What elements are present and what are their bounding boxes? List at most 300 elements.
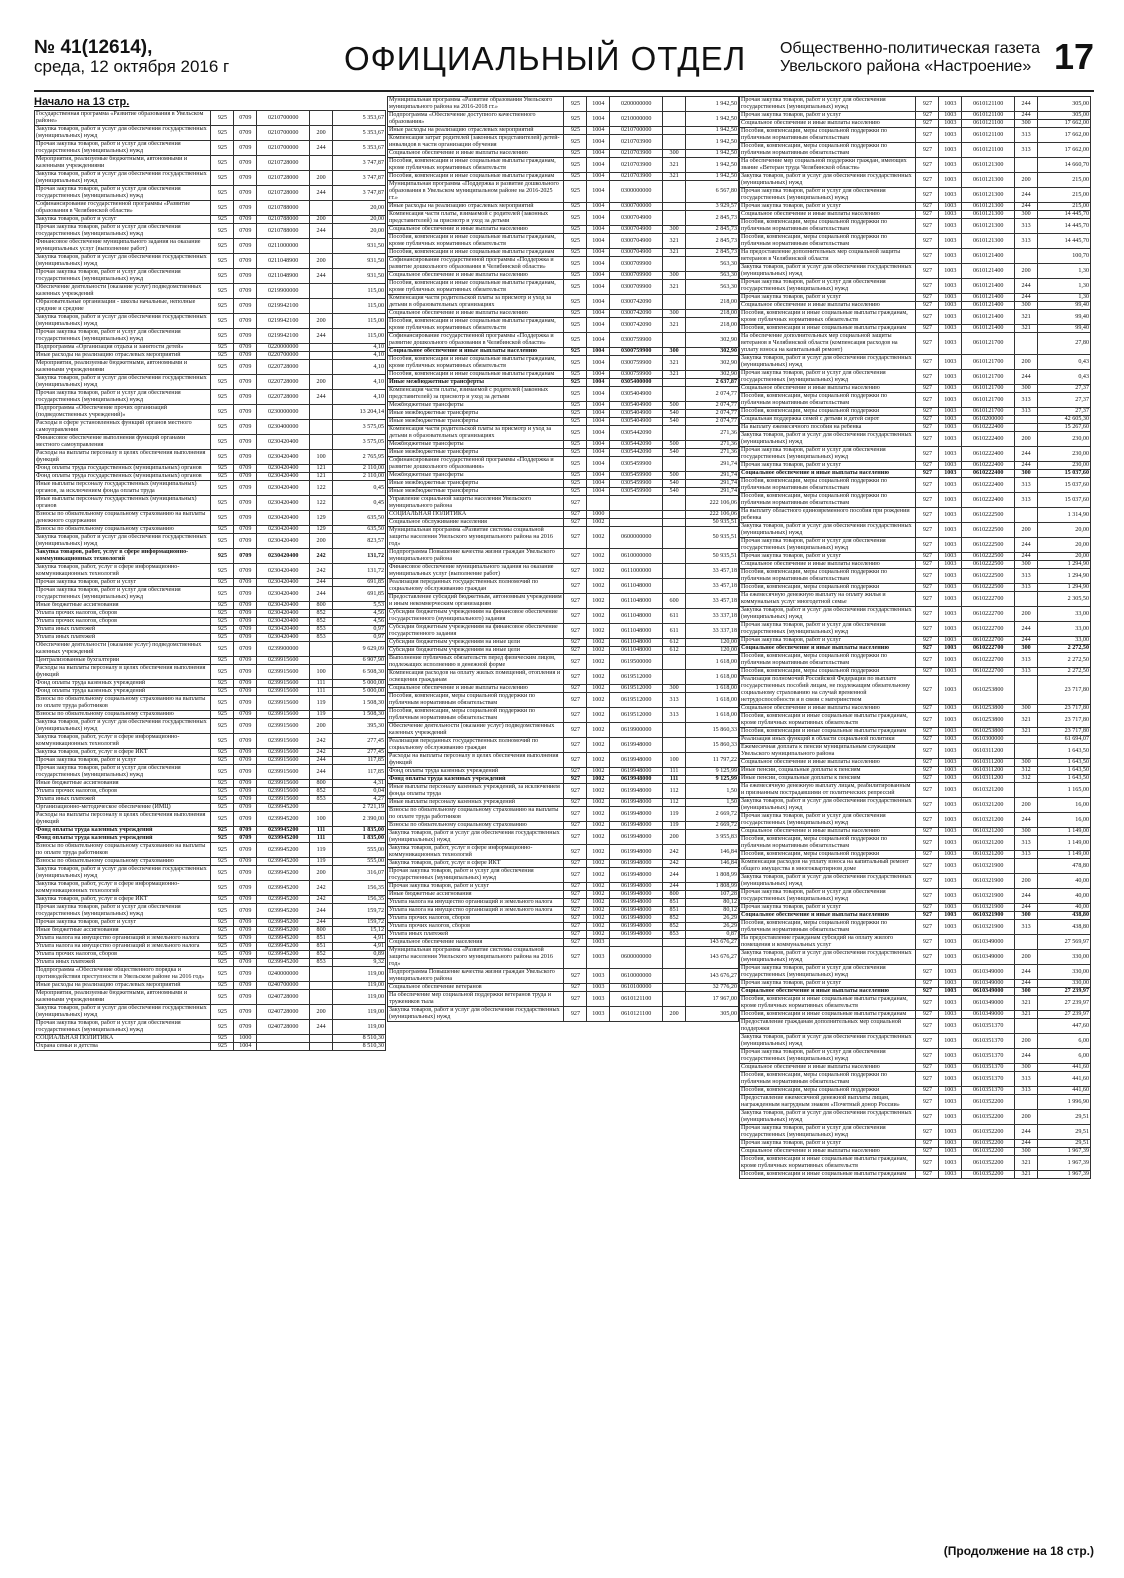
row-ved-code: 925 [211, 1043, 234, 1051]
row-name: Иные межбюджетные трансферты [388, 410, 564, 418]
row-target-code: 0619948000 [610, 845, 663, 860]
row-section-code: 1002 [587, 907, 610, 915]
row-amount: 563,30 [686, 272, 739, 280]
row-section-code: 1003 [939, 188, 962, 203]
table-row [388, 379, 739, 387]
row-expense-type [310, 420, 333, 435]
row-ved-code: 925 [211, 982, 234, 990]
row-target-code: 0610349000 [962, 1011, 1015, 1019]
row-expense-type [663, 295, 686, 310]
row-expense-type [663, 97, 686, 112]
row-amount: 29,51 [1038, 1125, 1091, 1140]
row-section-code: 1003 [939, 112, 962, 120]
row-section-code: 1003 [939, 836, 962, 851]
row-expense-type: 313 [1015, 478, 1038, 493]
row-name: Софинансирование государственной программы «Поддержка и развитие дошкольного образования в Челябинской области» [388, 333, 564, 348]
row-target-code: 0610351370 [962, 1049, 1015, 1064]
row-expense-type: 300 [1015, 988, 1038, 996]
row-section-code: 0709 [234, 352, 257, 360]
row-target-code: 0239945200 [257, 835, 310, 843]
row-target-code: 0240728000 [257, 1020, 310, 1035]
row-ved-code: 927 [916, 1087, 939, 1095]
row-ved-code: 927 [916, 744, 939, 759]
row-target-code: 0610222700 [962, 592, 1015, 607]
row-ved-code: 927 [916, 279, 939, 294]
row-section-code: 1003 [939, 408, 962, 416]
row-expense-type: 112 [663, 784, 686, 799]
row-expense-type: 321 [663, 249, 686, 257]
row-section-code: 1004 [587, 310, 610, 318]
table-row [740, 980, 1091, 988]
row-name: Пособия, компенсации, меры социальной поддержки по публичным нормативным обязательствам [740, 1072, 916, 1087]
row-target-code: 0239915600 [257, 788, 310, 796]
row-target-code: 0210703900 [610, 173, 663, 181]
row-name: Прочая закупка товаров, работ и услуг для обеспечения государственных (муниципальных) нужд [35, 329, 211, 344]
table-row [740, 408, 1091, 416]
row-section-code: 1003 [939, 767, 962, 775]
row-name: Закупка товаров, работ и услуг для обеспечения государственных (муниципальных) нужд [388, 830, 564, 845]
row-section-code: 0709 [234, 465, 257, 473]
row-section-code: 1003 [939, 813, 962, 828]
row-expense-type: 200 [310, 866, 333, 881]
table-row [35, 299, 386, 314]
row-expense-type: 200 [1015, 432, 1038, 447]
row-name: Пособия, компенсации, меры социальной поддержки по публичным нормативным обязательствам [740, 569, 916, 584]
row-amount: 1 942,50 [686, 127, 739, 135]
row-ved-code: 927 [916, 1125, 939, 1140]
table-row [35, 564, 386, 579]
row-section-code: 1003 [939, 158, 962, 173]
row-expense-type [1015, 333, 1038, 355]
row-ved-code: 925 [211, 719, 234, 734]
table-row [35, 126, 386, 141]
row-expense-type: 244 [310, 329, 333, 344]
table-row [740, 645, 1091, 653]
row-expense-type [310, 1035, 333, 1043]
table-row [388, 807, 739, 822]
row-target-code: 0210700000 [257, 126, 310, 141]
row-expense-type: 500 [663, 441, 686, 449]
row-name: Пособия, компенсации, меры социальной поддержки по публичным нормативным обязательствам [740, 478, 916, 493]
row-name: Социальное обеспечение и иные выплаты населению [740, 759, 916, 767]
row-section-code: 1003 [587, 947, 610, 969]
row-ved-code: 927 [916, 370, 939, 385]
row-section-code: 0709 [234, 634, 257, 642]
table-row [740, 668, 1091, 676]
row-name: Социальное обеспечение и иные выплаты населению [740, 912, 916, 920]
row-name: Фонд оплаты труда казенных учреждений [388, 776, 564, 784]
row-target-code: 0239915600 [257, 734, 310, 749]
row-amount: 33,00 [1038, 622, 1091, 637]
row-target-code: 0619948000 [610, 784, 663, 799]
row-ved-code: 925 [211, 812, 234, 827]
section-title: ОФИЦИАЛЬНЫЙ ОТДЕЛ [344, 40, 747, 77]
row-section-code: 1002 [587, 822, 610, 830]
row-ved-code: 927 [564, 845, 587, 860]
table-row [35, 420, 386, 435]
row-ved-code: 927 [916, 904, 939, 912]
row-target-code: 0610300000 [962, 736, 1015, 744]
row-amount: 4,91 [333, 943, 386, 951]
row-expense-type: 852 [310, 951, 333, 959]
row-target-code: 0300709900 [610, 257, 663, 272]
row-ved-code: 927 [564, 969, 587, 984]
row-ved-code: 925 [211, 186, 234, 201]
row-expense-type [310, 156, 333, 171]
row-target-code: 0230420400 [257, 618, 310, 626]
row-name: Пособия, компенсации и иные социальные выплаты гражданам [740, 1011, 916, 1019]
row-amount: 1 808,99 [686, 868, 739, 883]
row-section-code: 1003 [939, 904, 962, 912]
row-target-code: 0210728000 [257, 156, 310, 171]
table-row [35, 1035, 386, 1043]
row-ved-code: 925 [211, 935, 234, 943]
row-ved-code: 925 [211, 375, 234, 390]
row-expense-type: 129 [310, 511, 333, 526]
row-name: Закупка товаров, работ и услуг для обеспечения государственных (муниципальных) нужд [740, 432, 916, 447]
table-row [388, 280, 739, 295]
row-expense-type: 200 [310, 216, 333, 224]
table-row [35, 757, 386, 765]
row-target-code: 0210700000 [610, 127, 663, 135]
row-amount: 1 835,00 [333, 827, 386, 835]
row-target-code: 0305404900 [610, 418, 663, 426]
row-expense-type: 852 [663, 915, 686, 923]
row-ved-code: 925 [211, 254, 234, 269]
table-row [35, 881, 386, 896]
row-ved-code: 927 [564, 939, 587, 947]
row-section-code: 1003 [939, 432, 962, 447]
row-target-code: 0210000000 [610, 112, 663, 127]
row-target-code: 0210728000 [257, 186, 310, 201]
row-expense-type: 313 [1015, 569, 1038, 584]
row-ved-code: 927 [564, 594, 587, 609]
row-amount: 230,00 [1038, 432, 1091, 447]
row-name: Пособия, компенсации, меры социальной поддержки [740, 584, 916, 592]
row-amount: 20,00 [1038, 538, 1091, 553]
row-name: Прочая закупка товаров, работ и услуг для обеспечения государственных (муниципальных) нужд [388, 868, 564, 883]
row-amount: 6 907,90 [333, 657, 386, 665]
table-row [740, 294, 1091, 302]
row-ved-code: 925 [211, 749, 234, 757]
row-expense-type: 200 [310, 534, 333, 549]
row-name: Расходы на выплаты персоналу в целях обеспечения выполнения функций [388, 753, 564, 768]
row-name: Прочая закупка товаров, работ и услуг для обеспечения государственных (муниципальных) нужд [740, 889, 916, 904]
row-ved-code: 927 [916, 97, 939, 112]
table-row [35, 254, 386, 269]
row-ved-code: 925 [564, 203, 587, 211]
row-target-code: 0610222400 [962, 478, 1015, 493]
table-row [740, 813, 1091, 828]
row-expense-type [310, 642, 333, 657]
row-amount: 1 618,00 [686, 693, 739, 708]
row-amount: 115,00 [333, 314, 386, 329]
row-target-code: 0239915600 [257, 780, 310, 788]
row-target-code: 0239915600 [257, 680, 310, 688]
row-amount: 33 457,18 [686, 579, 739, 594]
row-ved-code: 925 [211, 951, 234, 959]
row-expense-type [1015, 508, 1038, 523]
row-ved-code: 927 [564, 992, 587, 1007]
row-target-code: 0240700000 [257, 982, 310, 990]
row-section-code: 1003 [587, 984, 610, 992]
table-row [388, 923, 739, 931]
row-amount: 2 074,77 [686, 418, 739, 426]
row-section-code: 0709 [234, 788, 257, 796]
row-name: Уплата налога на имущество организаций и земельного налога [388, 899, 564, 907]
row-section-code: 0709 [234, 579, 257, 587]
row-ved-code: 927 [564, 984, 587, 992]
row-ved-code: 927 [916, 798, 939, 813]
row-expense-type [310, 284, 333, 299]
table-row [388, 907, 739, 915]
row-ved-code: 927 [916, 1049, 939, 1064]
row-name: Уплата налога на имущество организаций и земельного налога [388, 907, 564, 915]
row-target-code: 0305404900 [610, 410, 663, 418]
row-name: Реализация переданных государственных полномочий по социальному обслуживанию граждан [388, 738, 564, 753]
row-name: Иные пенсии, социальные доплаты к пенсиям [740, 775, 916, 783]
row-amount: 29,51 [1038, 1110, 1091, 1125]
row-amount: 23 717,80 [1038, 728, 1091, 736]
row-ved-code: 927 [916, 561, 939, 569]
row-expense-type: 800 [310, 780, 333, 788]
row-name: Пособия, компенсации, меры социальной поддержки [740, 668, 916, 676]
table-row [740, 561, 1091, 569]
row-amount: 555,00 [333, 843, 386, 858]
row-amount: 2 390,00 [333, 812, 386, 827]
row-amount: 27,37 [1038, 393, 1091, 408]
row-expense-type: 321 [1015, 713, 1038, 728]
row-expense-type: 119 [310, 843, 333, 858]
table-row [388, 472, 739, 480]
row-ved-code: 927 [564, 915, 587, 923]
row-ved-code: 925 [211, 405, 234, 420]
row-expense-type: 321 [663, 234, 686, 249]
row-expense-type [663, 257, 686, 272]
table-row [740, 158, 1091, 173]
row-expense-type: 244 [663, 883, 686, 891]
table-row [388, 203, 739, 211]
row-amount: 9 125,99 [686, 776, 739, 784]
row-target-code: 0305442090 [610, 449, 663, 457]
row-expense-type: 853 [310, 796, 333, 804]
table-row [35, 927, 386, 935]
table-row [388, 670, 739, 685]
row-target-code: 0610351370 [962, 1064, 1015, 1072]
row-target-code: 0619512000 [610, 693, 663, 708]
row-amount: 26,29 [686, 923, 739, 931]
row-expense-type [1015, 158, 1038, 173]
row-expense-type [663, 379, 686, 387]
row-expense-type: 200 [1015, 874, 1038, 889]
row-target-code: 0610321200 [962, 851, 1015, 859]
row-expense-type: 852 [310, 610, 333, 618]
row-target-code: 0239915600 [257, 719, 310, 734]
row-target-code: 0619948000 [610, 868, 663, 883]
row-amount: 438,80 [1038, 920, 1091, 935]
table-row [35, 843, 386, 858]
row-ved-code: 927 [916, 203, 939, 211]
row-section-code: 1003 [587, 992, 610, 1007]
row-name: Подпрограмма «Организация отдыха и занятости детей» [35, 344, 211, 352]
row-section-code: 1003 [939, 980, 962, 988]
row-target-code: 0610352200 [962, 1095, 1015, 1110]
row-expense-type: 200 [310, 375, 333, 390]
row-section-code: 0709 [234, 284, 257, 299]
row-section-code: 1003 [939, 713, 962, 728]
row-section-code: 1002 [587, 784, 610, 799]
row-amount: 3 747,87 [333, 171, 386, 186]
row-name: Закупка товаров, работ и услуг для обеспечения государственных (муниципальных) нужд [740, 523, 916, 538]
table-row [388, 564, 739, 579]
row-target-code: 0611048000 [610, 594, 663, 609]
row-expense-type [663, 992, 686, 1007]
row-expense-type: 242 [310, 749, 333, 757]
row-ved-code: 925 [211, 866, 234, 881]
row-amount: 119,00 [333, 990, 386, 1005]
row-name: Муниципальная программа «Развитие системы социальной защиты населения Увельского муниципального района на 2016 год» [388, 527, 564, 549]
row-name: На обеспечение мер социальной поддержки ветеранов труда и тружеников тыла [388, 992, 564, 1007]
row-amount: 50 935,51 [686, 519, 739, 527]
row-name: СОЦИАЛЬНАЯ ПОЛИТИКА [35, 1035, 211, 1043]
row-expense-type: 111 [663, 776, 686, 784]
row-section-code: 1003 [939, 538, 962, 553]
row-target-code: 0600000000 [610, 527, 663, 549]
row-section-code: 1003 [939, 97, 962, 112]
row-section-code: 1004 [587, 457, 610, 472]
row-section-code: 0709 [234, 990, 257, 1005]
table-row [388, 127, 739, 135]
row-name: Предоставление ежемесячной денежной выплаты лицам, награжденным нагрудным знаком «Почетный донор России» [740, 1095, 916, 1110]
row-amount: 2 074,77 [686, 410, 739, 418]
row-target-code: 0619948000 [610, 860, 663, 868]
row-amount: 156,35 [333, 896, 386, 904]
row-amount: 119,00 [333, 1005, 386, 1020]
row-name: Пособия, компенсации и иные социальные выплаты гражданам, кроме публичных нормативных обязательств [740, 1156, 916, 1171]
row-target-code: 0210703900 [610, 158, 663, 173]
row-section-code: 1002 [587, 708, 610, 723]
row-name: Расходы на выплаты персоналу в целях обеспечения выполнения функций [35, 665, 211, 680]
row-section-code: 1003 [939, 676, 962, 705]
row-section-code: 1004 [587, 418, 610, 426]
row-amount: 1 942,50 [686, 97, 739, 112]
row-target-code: 0220728000 [257, 390, 310, 405]
table-row [388, 318, 739, 333]
row-ved-code: 927 [916, 1110, 939, 1125]
table-row [388, 647, 739, 655]
row-expense-type: 612 [663, 647, 686, 655]
row-amount: 26,29 [686, 915, 739, 923]
row-section-code: 1003 [939, 333, 962, 355]
row-amount: 14 660,70 [1038, 158, 1091, 173]
row-section-code: 1004 [587, 257, 610, 272]
row-target-code: 0610349000 [962, 980, 1015, 988]
table-row [740, 798, 1091, 813]
row-ved-code: 927 [564, 947, 587, 969]
row-name: Расходы на выплаты персоналу в целях обеспечения выполнения функций [35, 812, 211, 827]
row-section-code: 1003 [939, 553, 962, 561]
row-section-code: 1003 [939, 355, 962, 370]
row-expense-type [310, 982, 333, 990]
row-amount: 271,36 [686, 441, 739, 449]
row-target-code: 0300759900 [610, 371, 663, 379]
row-target-code: 0610222400 [962, 424, 1015, 432]
row-target-code: 0610253800 [962, 676, 1015, 705]
row-section-code: 1003 [939, 736, 962, 744]
row-section-code: 0709 [234, 665, 257, 680]
row-amount: 218,00 [686, 295, 739, 310]
table-row [35, 1005, 386, 1020]
row-amount: 302,90 [686, 371, 739, 379]
row-expense-type: 200 [1015, 1110, 1038, 1125]
row-name: Социальное обеспечение и иные выплаты населению [740, 1148, 916, 1156]
row-expense-type: 242 [310, 881, 333, 896]
table-row [388, 356, 739, 371]
row-ved-code: 927 [916, 653, 939, 668]
row-ved-code: 925 [211, 602, 234, 610]
table-row [740, 112, 1091, 120]
row-section-code: 0709 [234, 602, 257, 610]
row-name: Финансовое обеспечение муниципального задания на оказание муниципальных услуг (выполнение работ) [35, 239, 211, 254]
row-expense-type: 200 [1015, 950, 1038, 965]
table-row [388, 784, 739, 799]
row-name: Закупка товаров, работ и услуг для обеспечения государственных (муниципальных) нужд [740, 1110, 916, 1125]
row-section-code: 0709 [234, 156, 257, 171]
row-target-code: 0210703900 [610, 135, 663, 150]
row-expense-type: 100 [310, 450, 333, 465]
row-name: Взносы по обязательному социальному страхованию [388, 822, 564, 830]
row-name: Прочая закупка товаров, работ и услуг [740, 203, 916, 211]
row-amount: 4,10 [333, 352, 386, 360]
row-target-code: 0230420400 [257, 549, 310, 564]
row-target-code: 0230420400 [257, 526, 310, 534]
row-expense-type: 200 [310, 314, 333, 329]
row-section-code: 0709 [234, 450, 257, 465]
row-amount: 33,00 [1038, 607, 1091, 622]
row-ved-code: 925 [564, 402, 587, 410]
row-amount: 143 676,27 [686, 947, 739, 969]
row-amount: 305,00 [1038, 112, 1091, 120]
table-row [35, 344, 386, 352]
row-amount: 4,31 [333, 780, 386, 788]
table-row [740, 1011, 1091, 1019]
row-name: Прочая закупка товаров, работ и услуг для обеспечения государственных (муниципальных) нужд [35, 587, 211, 602]
row-expense-type: 300 [1015, 645, 1038, 653]
row-name: Пособия, компенсации, меры социальной поддержки [740, 851, 916, 859]
row-amount: 20,00 [1038, 523, 1091, 538]
row-ved-code: 927 [916, 264, 939, 279]
row-target-code: 0210788000 [257, 216, 310, 224]
row-expense-type: 200 [310, 254, 333, 269]
row-expense-type: 852 [663, 923, 686, 931]
row-name: Муниципальная программа «Развитие системы социальной защиты населения Увельского муниципального района на 2016 год» [388, 947, 564, 969]
row-ved-code: 927 [564, 647, 587, 655]
row-amount: 2 845,73 [686, 234, 739, 249]
row-section-code: 1003 [939, 219, 962, 234]
row-expense-type [663, 496, 686, 511]
row-amount: 33 337,18 [686, 609, 739, 624]
row-name: Софинансирование государственной программы «Развитие образования в Челябинской области» [35, 201, 211, 216]
row-section-code: 1004 [587, 410, 610, 418]
row-section-code: 1004 [587, 234, 610, 249]
row-section-code: 1003 [939, 128, 962, 143]
row-name: Социальное обеспечение и иные выплаты населению [740, 1064, 916, 1072]
row-target-code [610, 519, 663, 527]
row-target-code [257, 1043, 310, 1051]
row-amount: 1 149,00 [1038, 828, 1091, 836]
row-amount: 271,36 [686, 426, 739, 441]
row-target-code: 0610121400 [962, 325, 1015, 333]
